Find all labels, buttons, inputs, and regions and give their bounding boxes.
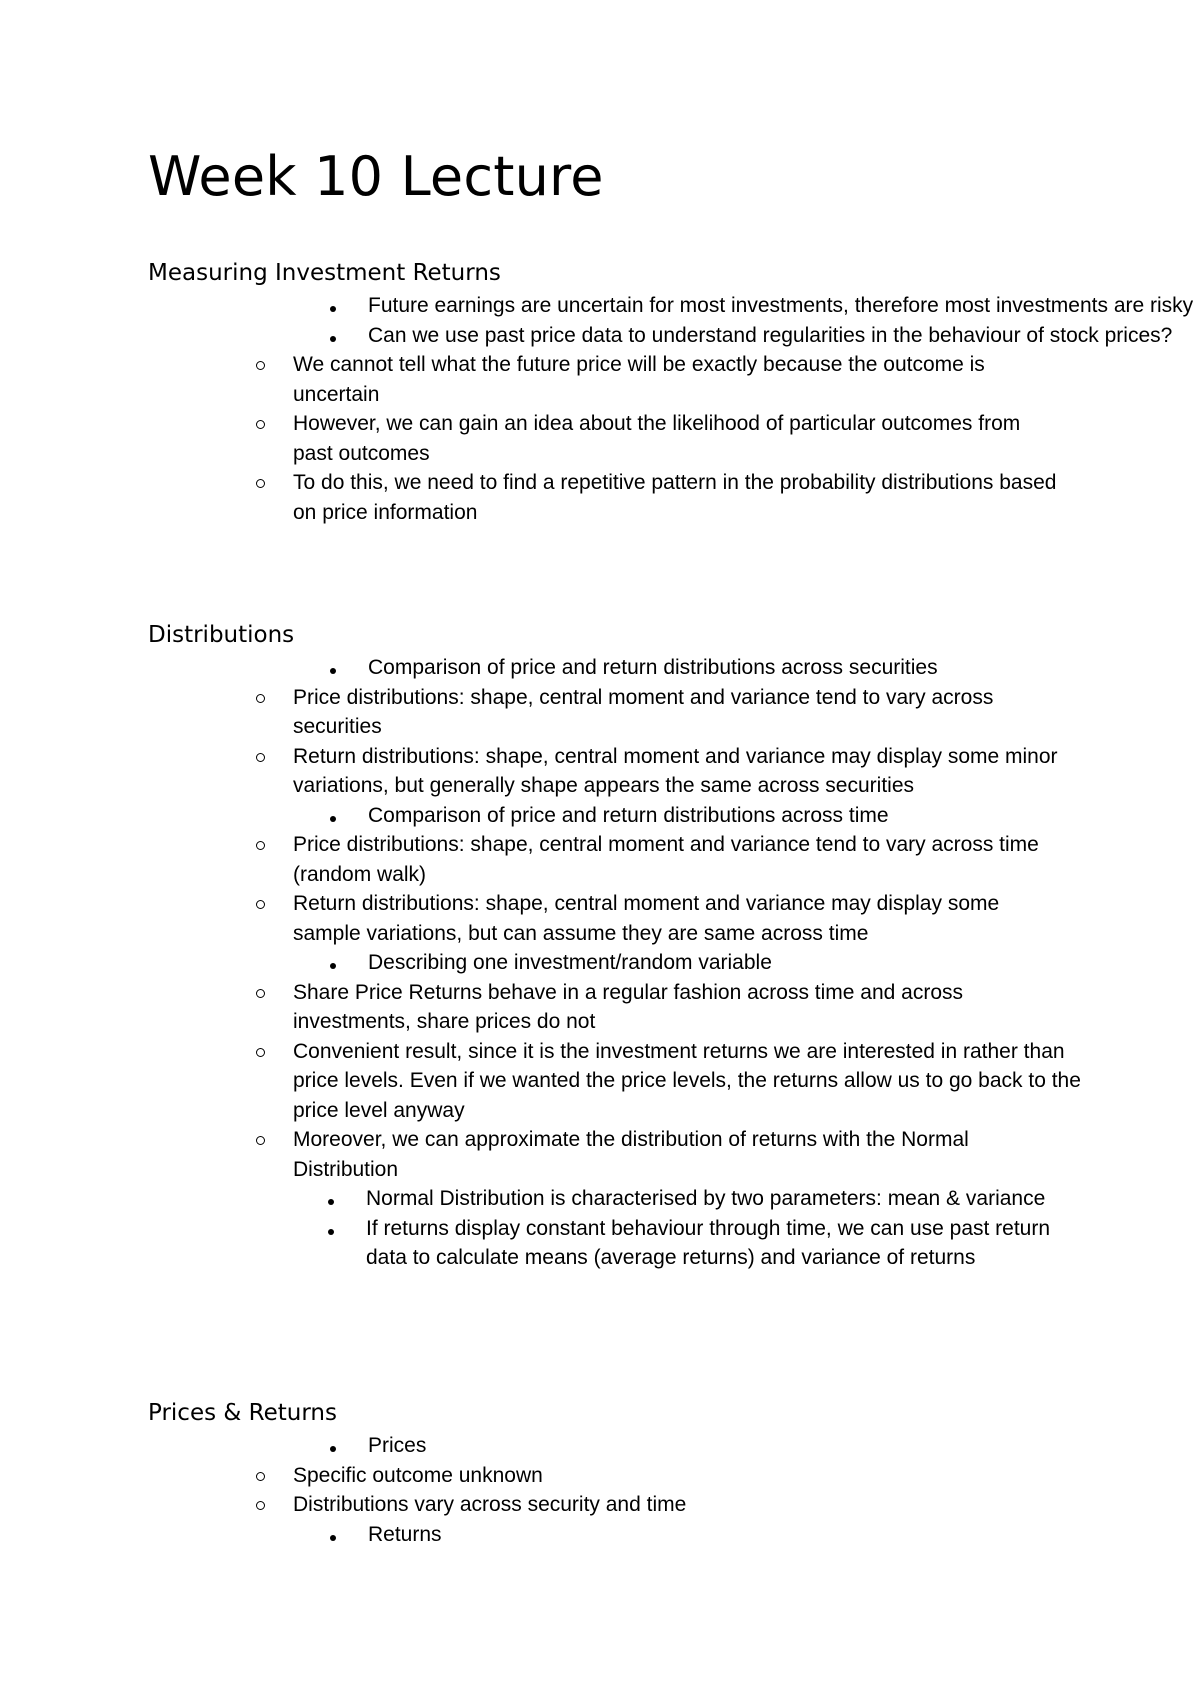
bullet-ring-icon — [256, 1125, 265, 1155]
list-item: Share Price Returns behave in a regular fashion across time and across investments, share prices do not — [148, 978, 1108, 1037]
bullet-ring-icon — [256, 830, 265, 860]
list-item: However, we can gain an idea about the likelihood of particular outcomes from past outcomes — [148, 409, 1108, 468]
list-item: Distributions vary across security and time — [148, 1490, 1108, 1520]
bullet-ring-icon — [256, 350, 265, 380]
list-item: Can we use past price data to understand regularities in the behaviour of stock prices? — [296, 321, 1200, 351]
list-item: Comparison of price and return distributions across securities — [296, 653, 1200, 683]
section-heading-measuring-investment-returns: Measuring Investment Returns — [148, 260, 501, 286]
bullet-dot-icon — [330, 1520, 336, 1550]
bullet-dot-icon — [330, 948, 336, 978]
page-title: Week 10 Lecture — [148, 145, 604, 208]
list-item: To do this, we need to find a repetitive pattern in the probability distributions based on price information — [148, 468, 1108, 527]
bullet-ring-icon — [256, 1461, 265, 1491]
list-item: Comparison of price and return distributions across time — [296, 801, 1200, 831]
list-item: Specific outcome unknown — [148, 1461, 1108, 1491]
section-list-measuring-investment-returns — [148, 291, 1194, 527]
bullet-dot-icon — [328, 1214, 334, 1244]
bullet-ring-icon — [256, 742, 265, 772]
list-item: If returns display constant behaviour through time, we can use past return data to calculate means (average returns) and variance of returns — [148, 1214, 1108, 1273]
list-item: Describing one investment/random variable — [296, 948, 1200, 978]
bullet-ring-icon — [256, 468, 265, 498]
bullet-ring-icon — [256, 1490, 265, 1520]
bullet-ring-icon — [256, 978, 265, 1008]
section-heading-distributions: Distributions — [148, 622, 295, 648]
list-item: We cannot tell what the future price will be exactly because the outcome is uncertain — [148, 350, 1108, 409]
bullet-dot-icon — [330, 1431, 336, 1461]
bullet-ring-icon — [256, 889, 265, 919]
bullet-ring-icon — [256, 409, 265, 439]
bullet-dot-icon — [330, 321, 336, 351]
bullet-dot-icon — [330, 291, 336, 321]
list-item: Return distributions: shape, central moment and variance may display some minor variations, but generally shape appears the same across securities — [148, 742, 1108, 801]
bullet-dot-icon — [330, 653, 336, 683]
section-list-prices-returns — [148, 1431, 1108, 1549]
bullet-dot-icon — [328, 1184, 334, 1214]
list-item: Returns — [296, 1520, 1200, 1550]
bullet-ring-icon — [256, 683, 265, 713]
list-item: Moreover, we can approximate the distribution of returns with the Normal Distribution — [148, 1125, 1108, 1184]
list-item: Convenient result, since it is the investment returns we are interested in rather than price levels. Even if we wanted the price levels, the returns allow us to go back to the price level anyway — [148, 1037, 1108, 1126]
bullet-ring-icon — [256, 1037, 265, 1067]
list-item: Future earnings are uncertain for most investments, therefore most investments are risky — [296, 291, 1200, 321]
list-item: Normal Distribution is characterised by two parameters: mean & variance — [148, 1184, 1108, 1214]
bullet-dot-icon — [330, 801, 336, 831]
section-heading-prices-returns: Prices & Returns — [148, 1400, 337, 1426]
list-item: Prices — [296, 1431, 1200, 1461]
list-item: Price distributions: shape, central moment and variance tend to vary across time (random walk) — [148, 830, 1108, 889]
section-list-distributions — [148, 653, 1108, 1273]
list-item: Return distributions: shape, central moment and variance may display some sample variations, but can assume they are same across time — [148, 889, 1108, 948]
list-item: Price distributions: shape, central moment and variance tend to vary across securities — [148, 683, 1108, 742]
